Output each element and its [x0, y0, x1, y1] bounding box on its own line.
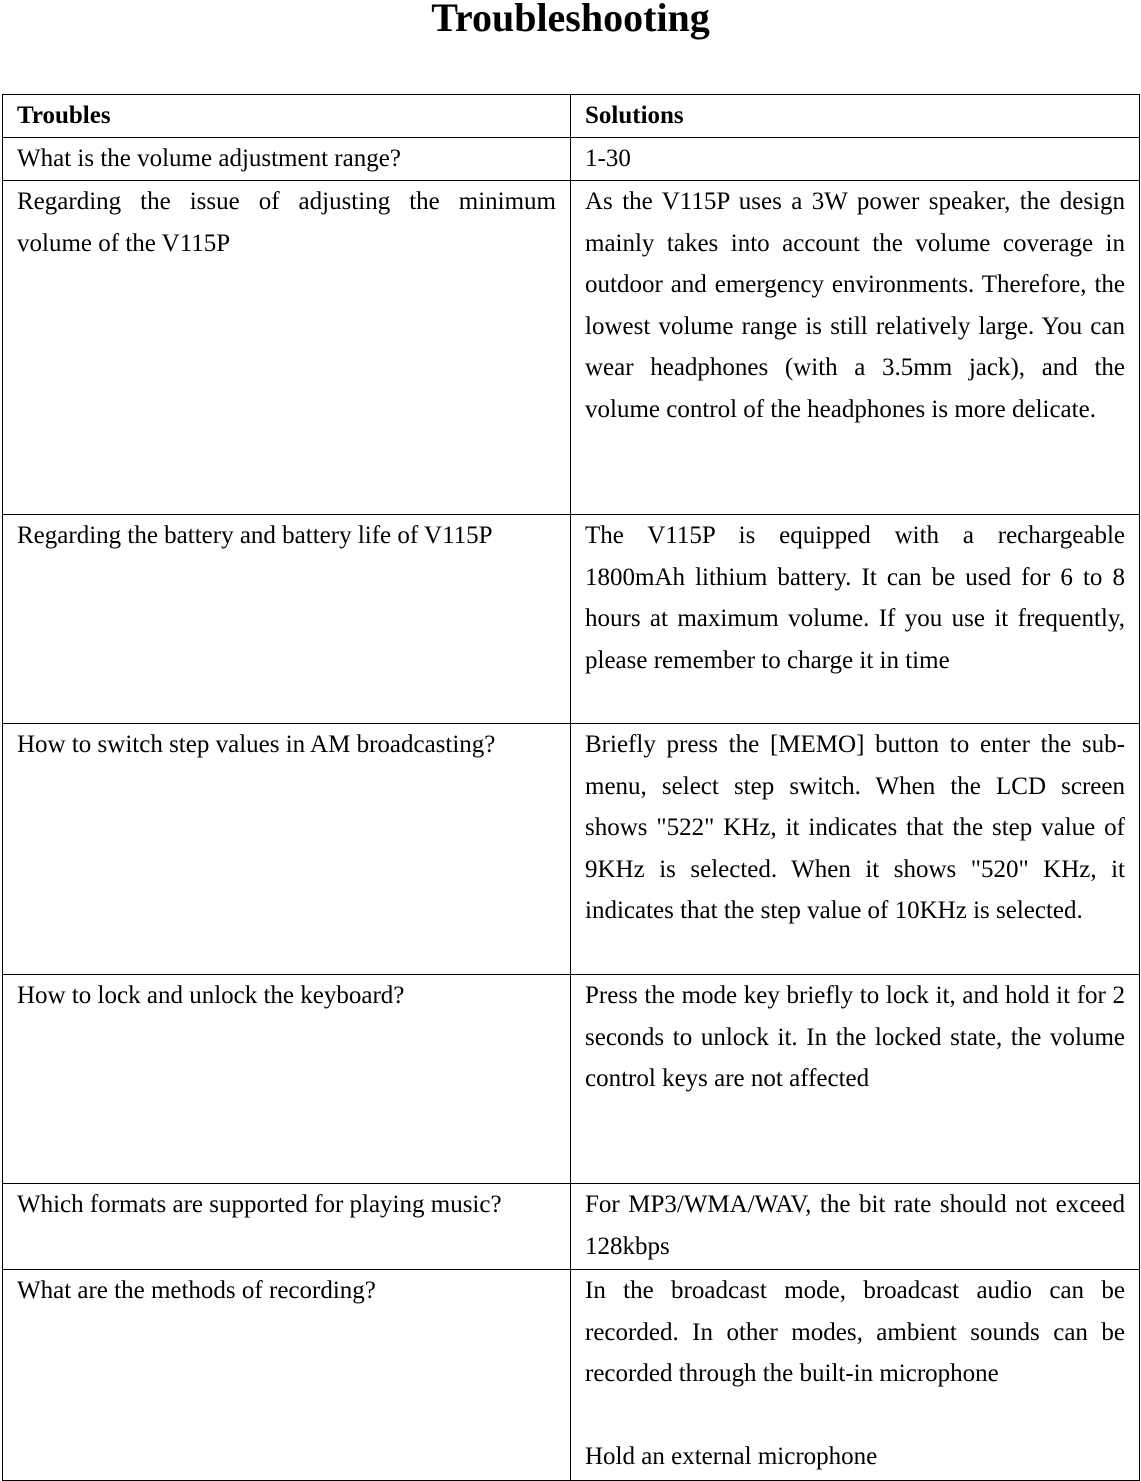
troubleshooting-table	[2, 94, 1140, 1481]
trouble-cell: Which formats are supported for playing music?	[3, 1184, 571, 1270]
solution-cell: 1-30	[571, 138, 1140, 181]
table-row	[3, 975, 1140, 1184]
trouble-cell: Regarding the issue of adjusting the minimum volume of the V115P	[3, 181, 571, 515]
page-title: Troubleshooting	[431, 0, 710, 40]
paragraph-gap	[585, 1395, 1125, 1437]
solution-cell: Briefly press the [MEMO] button to enter the sub-menu, select step switch. When the LCD screen shows "522" KHz, it indicates that the step value of 9KHz is selected. When it shows "520" KHz, it indicates that the step value of 10KHz is selected.	[571, 724, 1140, 975]
solution-extra-text: Hold an external microphone	[585, 1443, 878, 1471]
table-row	[3, 181, 1140, 515]
solution-cell: For MP3/WMA/WAV, the bit rate should not exceed 128kbps	[571, 1184, 1140, 1270]
trouble-cell: Regarding the battery and battery life of V115P	[3, 515, 571, 724]
trouble-cell: What are the methods of recording?	[3, 1270, 571, 1481]
solution-cell-multi	[571, 1270, 1140, 1481]
header-troubles: Troubles	[3, 95, 571, 138]
trouble-cell: How to switch step values in AM broadcasting?	[3, 724, 571, 975]
solution-cell: The V115P is equipped with a rechargeable 1800mAh lithium battery. It can be used for 6 to 8 hours at maximum volume. If you use it frequently, please remember to charge it in time	[571, 515, 1140, 724]
table-row	[3, 515, 1140, 724]
header-solutions: Solutions	[571, 95, 1140, 138]
table-header-row	[3, 95, 1140, 138]
trouble-cell: How to lock and unlock the keyboard?	[3, 975, 571, 1184]
solution-cell: As the V115P uses a 3W power speaker, the design mainly takes into account the volume coverage in outdoor and emergency environments. Therefore, the lowest volume range is still relatively large. You can wear headphones (with a 3.5mm jack), and the volume control of the headphones is more delicate.	[571, 181, 1140, 515]
solution-text: In the broadcast mode, broadcast audio can be recorded. In other modes, ambient sounds can be recorded through the built-in microphone	[585, 1277, 1125, 1388]
table-row	[3, 1270, 1140, 1481]
table-row	[3, 138, 1140, 181]
table-row	[3, 1184, 1140, 1270]
table-row	[3, 724, 1140, 975]
trouble-cell: What is the volume adjustment range?	[3, 138, 571, 181]
solution-cell: Press the mode key briefly to lock it, and hold it for 2 seconds to unlock it. In the locked state, the volume control keys are not affected	[571, 975, 1140, 1184]
